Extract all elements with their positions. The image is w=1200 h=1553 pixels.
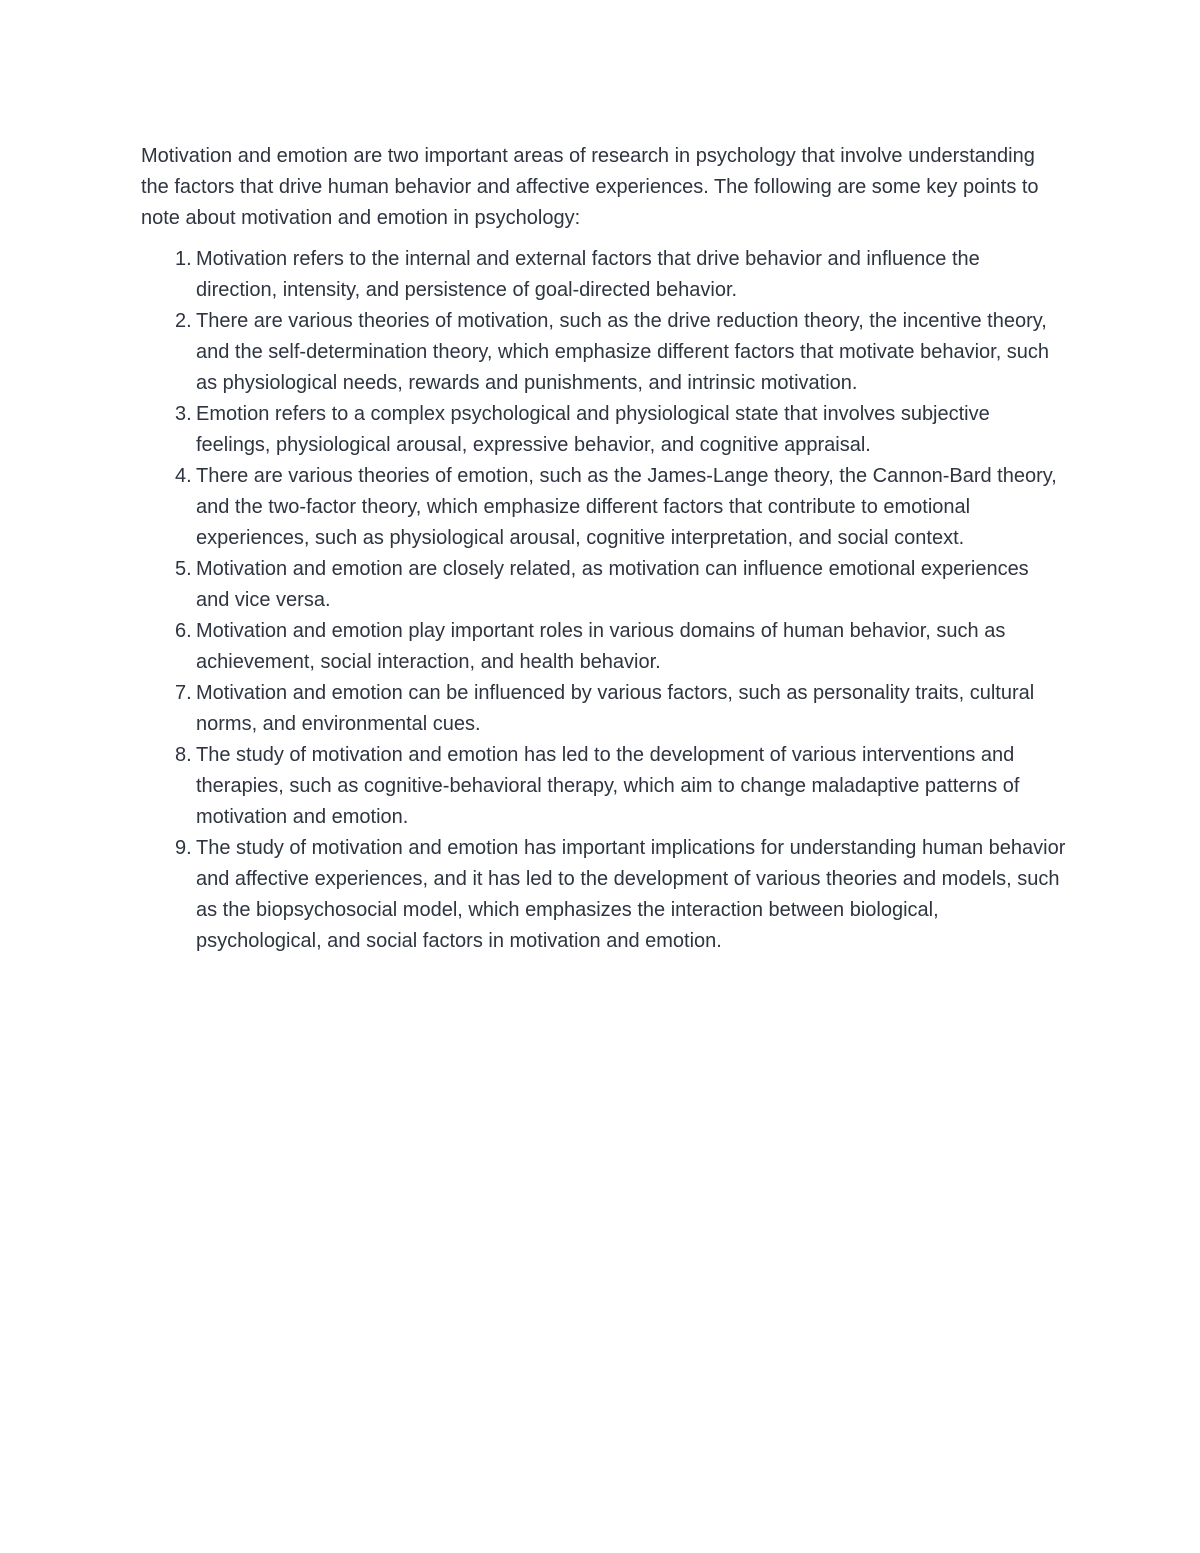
list-item-number: 5. [175, 558, 192, 580]
list-item-text: Emotion refers to a complex psychological and physiological state that involves subjective feelings, physiological arousal, expressive behavior, and cognitive appraisal. [196, 403, 990, 456]
list-item [141, 833, 1066, 957]
list-item-number: 1. [175, 248, 192, 270]
list-item-number: 7. [175, 682, 192, 704]
list-item-text: Motivation and emotion can be influenced by various factors, such as personality traits, cultural norms, and environmental cues. [196, 682, 1035, 735]
list-item-text: Motivation and emotion play important roles in various domains of human behavior, such as achievement, social interaction, and health behavior. [196, 620, 1006, 673]
list-item [141, 399, 1066, 461]
list-item-number: 2. [175, 310, 192, 332]
document-body [141, 141, 1066, 957]
intro-paragraph: Motivation and emotion are two important areas of research in psychology that involve understanding the factors that drive human behavior and affective experiences. The following are some key points to note about motivation and emotion in psychology: [141, 145, 1039, 229]
key-points-list [141, 244, 1066, 957]
list-item-text: There are various theories of emotion, such as the James-Lange theory, the Cannon-Bard theory, and the two-factor theory, which emphasize different factors that contribute to emotional experiences, such as physiological arousal, cognitive interpretation, and social context. [196, 465, 1057, 549]
list-item-number: 4. [175, 465, 192, 487]
list-item [141, 616, 1066, 678]
list-item [141, 554, 1066, 616]
list-item-number: 9. [175, 837, 192, 859]
list-item [141, 244, 1066, 306]
list-item [141, 306, 1066, 399]
list-item-text: The study of motivation and emotion has important implications for understanding human behavior and affective experiences, and it has led to the development of various theories and models, such as the biopsychosocial model, which emphasizes the interaction between biological, psychological, and social factors in motivation and emotion. [196, 837, 1066, 952]
list-item [141, 678, 1066, 740]
list-item-text: There are various theories of motivation, such as the drive reduction theory, the incentive theory, and the self-determination theory, which emphasize different factors that motivate behavior, such as physiological needs, rewards and punishments, and intrinsic motivation. [196, 310, 1050, 394]
list-item-text: Motivation refers to the internal and external factors that drive behavior and influence the direction, intensity, and persistence of goal-directed behavior. [196, 248, 980, 301]
list-item-text: Motivation and emotion are closely related, as motivation can influence emotional experiences and vice versa. [196, 558, 1029, 611]
list-item-number: 6. [175, 620, 192, 642]
list-item [141, 740, 1066, 833]
list-item-text: The study of motivation and emotion has led to the development of various interventions and therapies, such as cognitive-behavioral therapy, which aim to change maladaptive patterns of motivation and emotion. [196, 744, 1020, 828]
list-item-number: 8. [175, 744, 192, 766]
list-item [141, 461, 1066, 554]
list-item-number: 3. [175, 403, 192, 425]
